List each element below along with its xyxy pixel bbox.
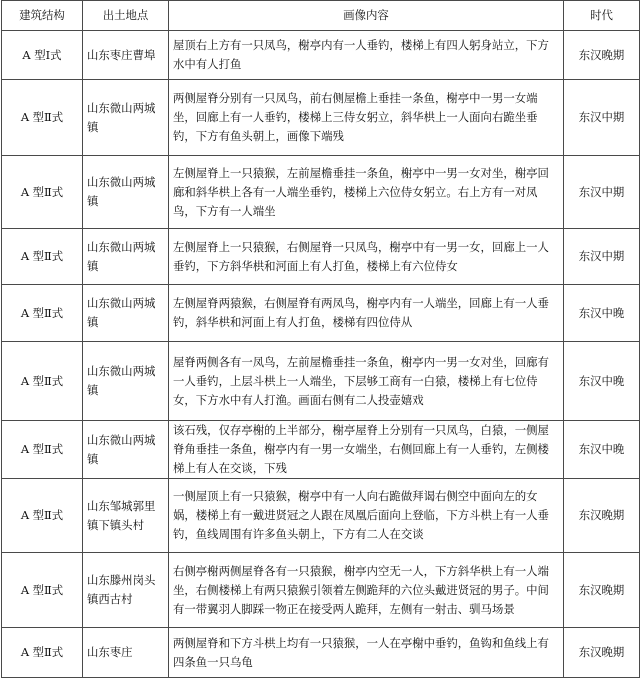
cell-structure: A 型Ⅱ式 xyxy=(2,628,83,678)
table-row xyxy=(2,479,640,553)
cell-era: 东汉中期 xyxy=(564,156,640,229)
cell-structure: A 型Ⅱ式 xyxy=(2,156,83,229)
cell-location: 山东微山两城镇 xyxy=(83,342,169,421)
table-row xyxy=(2,342,640,421)
cell-era: 东汉晚期 xyxy=(564,553,640,628)
cell-structure: A 型Ⅰ式 xyxy=(2,31,83,80)
table-row xyxy=(2,80,640,156)
cell-structure: A 型Ⅱ式 xyxy=(2,80,83,156)
cell-era: 东汉中期 xyxy=(564,80,640,156)
cell-era: 东汉晚期 xyxy=(564,479,640,553)
cell-location: 山东滕州岗头镇西古村 xyxy=(83,553,169,628)
cell-era: 东汉晚期 xyxy=(564,628,640,678)
cell-structure: A 型Ⅱ式 xyxy=(2,553,83,628)
table-row xyxy=(2,285,640,342)
cell-content: 两侧屋脊和下方斗栱上均有一只猿猴，一人在亭榭中垂钓，鱼钩和鱼线上有四条鱼一只乌龟 xyxy=(169,628,564,678)
header-era: 时代 xyxy=(564,1,640,31)
cell-content: 左侧屋脊两猿猴，右侧屋脊有两凤鸟，榭亭内有一人端坐，回廊上有一人垂钓，斜华栱和河面上有人打鱼，楼梯有四位侍从 xyxy=(169,285,564,342)
cell-content: 左侧屋脊上一只猿猴，左前屋檐垂挂一条鱼，榭亭中一男一女对坐，榭亭回廊和斜华栱上各有一人端坐垂钓，楼梯上六位侍女躬立。右上方有一对凤鸟，下方有一人端坐 xyxy=(169,156,564,229)
header-content: 画像内容 xyxy=(169,1,564,31)
cell-location: 山东枣庄曹埠 xyxy=(83,31,169,80)
cell-era: 东汉中晚 xyxy=(564,342,640,421)
cell-structure: A 型Ⅱ式 xyxy=(2,285,83,342)
cell-location: 山东枣庄 xyxy=(83,628,169,678)
cell-era: 东汉晚期 xyxy=(564,31,640,80)
cell-location: 山东微山两城镇 xyxy=(83,156,169,229)
cell-content: 右侧亭榭两侧屋脊各有一只猿猴，榭亭内空无一人，下方斜华栱上有一人端坐，右侧楼梯上有两只猿猴引领着左侧跪拜的六位头戴进贤冠的男子。中间有一带翼羽人脚踩一物正在接受两人跪拜，左侧有一射击、驯马场景 xyxy=(169,553,564,628)
cell-location: 山东微山两城镇 xyxy=(83,80,169,156)
cell-content: 左侧屋脊上一只猿猴，右侧屋脊一只凤鸟，榭亭中有一男一女，回廊上一人垂钓，下方斜华栱和河面上有人打鱼，楼梯上有六位侍女 xyxy=(169,229,564,285)
header-row xyxy=(2,1,640,31)
table-row xyxy=(2,156,640,229)
cell-era: 东汉中期 xyxy=(564,229,640,285)
cell-content: 屋脊两侧各有一凤鸟，左前屋檐垂挂一条鱼，榭亭内一男一女对坐，回廊有一人垂钓，上层斗栱上一人端坐，下层够工商有一白猿，楼梯上有七位侍女，下方水中有人打渔。画面右侧有二人投壶嬉戏 xyxy=(169,342,564,421)
header-structure: 建筑结构 xyxy=(2,1,83,31)
header-location: 出土地点 xyxy=(83,1,169,31)
cell-structure: A 型Ⅱ式 xyxy=(2,479,83,553)
cell-content: 屋顶右上方有一只凤鸟，榭亭内有一人垂钓，楼梯上有四人躬身站立，下方水中有人打鱼 xyxy=(169,31,564,80)
cell-era: 东汉中晚 xyxy=(564,421,640,479)
cell-structure: A 型Ⅱ式 xyxy=(2,342,83,421)
cell-structure: A 型Ⅱ式 xyxy=(2,229,83,285)
cell-location: 山东微山两城镇 xyxy=(83,229,169,285)
table-row xyxy=(2,229,640,285)
cell-era: 东汉中晚 xyxy=(564,285,640,342)
table-row xyxy=(2,31,640,80)
cell-content: 两侧屋脊分别有一只凤鸟，前右侧屋檐上垂挂一条鱼，榭亭中一男一女端坐，回廊上有一人垂钓，楼梯上三侍女躬立，斜华栱上一人面向右跪坐垂钓，下方有鱼头朝上，画像下端残 xyxy=(169,80,564,156)
cell-structure: A 型Ⅱ式 xyxy=(2,421,83,479)
table-row xyxy=(2,421,640,479)
cell-location: 山东邹城郭里镇下镇头村 xyxy=(83,479,169,553)
cell-content: 一侧屋顶上有一只猿猴，榭亭中有一人向右跪做拜谒右侧空中面向左的女娲，楼梯上有一戴进贤冠之人跟在凤凰后面向上登临，下方斗栱上有一人垂钓，鱼线周围有许多鱼头朝上，下方有二人在交谈 xyxy=(169,479,564,553)
cell-location: 山东微山两城镇 xyxy=(83,421,169,479)
table-row xyxy=(2,553,640,628)
artifact-table xyxy=(1,0,640,678)
table-row xyxy=(2,628,640,678)
cell-location: 山东微山两城镇 xyxy=(83,285,169,342)
cell-content: 该石残，仅存亭榭的上半部分，榭亭屋脊上分别有一只凤鸟，白猿，一侧屋脊角垂挂一条鱼，榭亭内有一男一女端坐，右侧回廊上有一人垂钓，左侧楼梯上有人在交谈，下残 xyxy=(169,421,564,479)
